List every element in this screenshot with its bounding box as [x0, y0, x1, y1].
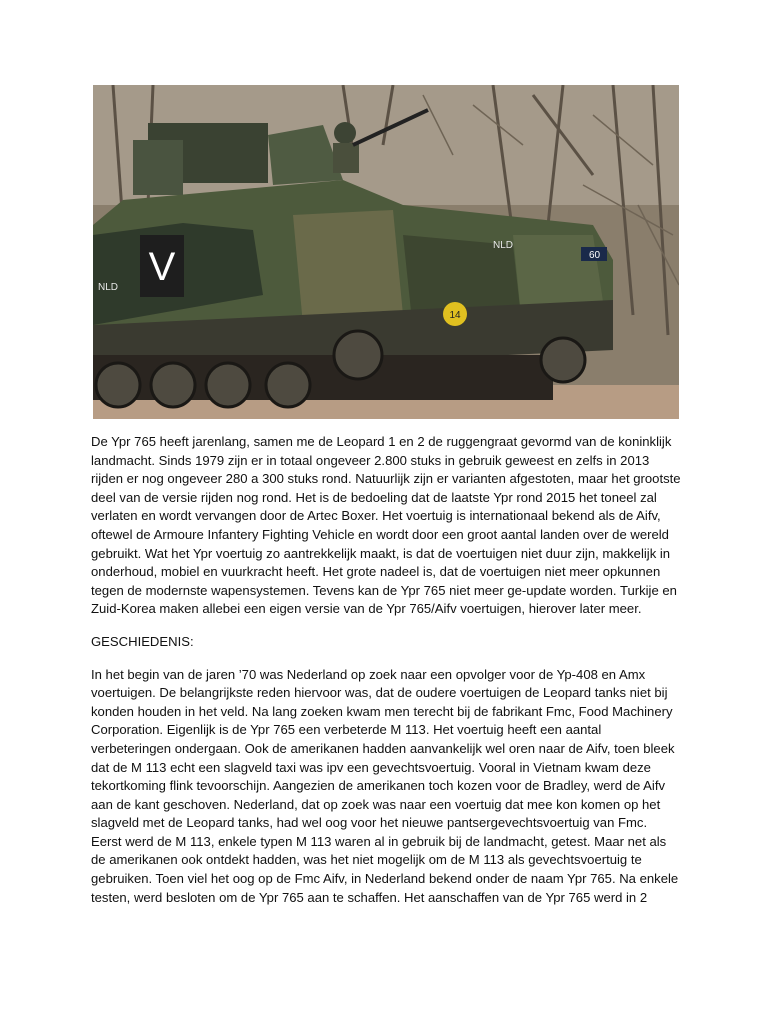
- svg-text:V: V: [148, 245, 176, 289]
- vehicle-photo: [93, 85, 679, 419]
- svg-text:14: 14: [449, 310, 461, 321]
- intro-paragraph: De Ypr 765 heeft jarenlang, samen me de Leopard 1 en 2 de ruggengraat gevormd van de koninklijk landmacht. Sinds 1979 zijn er in totaal ongeveer 2.800 stuks in gebruik geweest en zelfs in 2013 rijden er nog ongeveer 280 a 300 stuks rond. Natuurlijk zijn er varianten afgestoten, maar het grootste deel van de versie rijden nog rond. Het is de bedoeling dat de laatste Ypr rond 2015 het toneel zal verlaten en wordt vervangen door de Artec Boxer. Het voertuig is internationaal bekend als de Aifv, oftewel de Armoure Infantery Fighting Vehicle en wordt door een groot aantal landen over de wereld gebruikt. Wat het Ypr voertuig zo aantrekkelijk maakt, is dat de voertuigen niet duur zijn, makkelijk in onderhoud, mobiel en vuurkracht heeft. Het grote nadeel is, dat de voertuigen niet meer opkunnen tegen de modernste wapensystemen. Tevens kan de Ypr 765 niet meer ge-update worden. Turkije en Zuid-Korea maken allebei een eigen versie van de Ypr 765/Aifv voertuigen, hierover later meer.: [91, 434, 681, 617]
- section-heading: GESCHIEDENIS:: [91, 633, 194, 649]
- svg-text:60: 60: [589, 250, 601, 261]
- svg-text:NLD: NLD: [493, 240, 514, 251]
- svg-text:NLD: NLD: [98, 282, 119, 293]
- history-paragraph: In het begin van de jaren ’70 was Nederland op zoek naar een opvolger voor de Yp-408 en Amx voertuigen. De belangrijkste reden hiervoor was, dat de oudere voertuigen de Leopard tanks niet bij konden houden in het veld. Na lang zoeken kwam men terecht bij de fabrikant Fmc, Food Machinery Corporation. Eigenlijk is de Ypr 765 een verbeterde M 113. Het voertuig heeft een aantal verbeteringen ondergaan. Ook de amerikanen hadden aanvankelijk wel oren naar de Aifv, toen bleek dat de M 113 echt een slagveld taxi was ipv een gevechtsvoertuig. Vooral in Vietnam kwam deze tekortkoming flink tevoorschijn. Aangezien de amerikanen toch kozen voor de Bradley, werd de Aifv aan de kant geschoven. Nederland, dat op zoek was naar een voertuig dat mee kon komen op het slagveld met de Leopard tanks, had wel oog voor het nieuwe pantsergevechtsvoertuig van Fmc. Eerst werd de M 113, enkele typen M 113 waren al in gebruik bij de landmacht, getest. Maar net als de amerikanen ook ontdekt hadden, was het niet mogelijk om de M 113 als gevechtsvoertuig te gebruiken. Toen viel het oog op de Fmc Aifv, in Nederland bekend onder de naam Ypr 765. Na enkele testen, werd besloten om de Ypr 765 aan te schaffen. Het aanschaffen van de Ypr 765 werd in 2: [91, 666, 679, 905]
- article-body: [91, 433, 681, 921]
